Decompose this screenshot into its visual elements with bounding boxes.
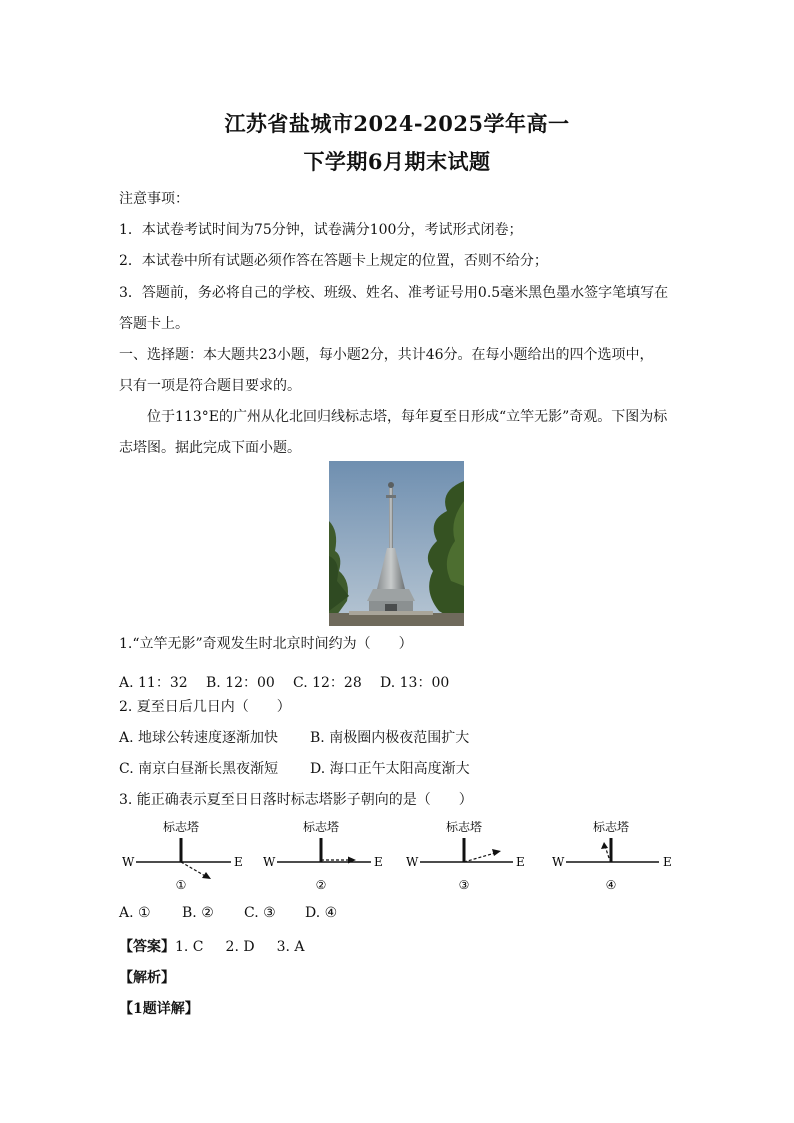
q2-option-a: A. 地球公转速度逐渐加快	[119, 730, 279, 746]
page-title-line2: 下学期6月期末试题	[303, 149, 491, 174]
answer-2: 2. D	[225, 939, 255, 955]
notice-item-2: 2．本试卷中所有试题必须作答在答题卡上规定的位置，否则不给分；	[119, 253, 548, 269]
q1-option-b: B. 12：00	[206, 675, 275, 691]
q1-stem: 1.“立竿无影”奇观发生时北京时间约为（ ）	[119, 636, 413, 652]
analysis-heading: 【解析】	[119, 970, 175, 986]
q1-option-a: A. 11：32	[119, 675, 188, 691]
diagram-number: ②	[315, 878, 327, 892]
q3-option-b: B. ②	[182, 905, 214, 921]
answer-3: 3. A	[276, 939, 305, 955]
east-label: E	[234, 855, 243, 869]
shadow-diagram-2	[260, 818, 390, 894]
tower-label: 标志塔	[592, 820, 630, 834]
q3-option-c: C. ③	[244, 905, 276, 921]
intro-paragraph-a: 位于113°E的广州从化北回归线标志塔，每年夏至日形成“立竿无影”奇观。下图为标	[147, 409, 668, 425]
page-title-line1: 江苏省盐城市2024-2025学年高一	[224, 111, 570, 136]
detail-1-heading: 【1题详解】	[119, 1001, 199, 1017]
q1-option-c: C. 12：28	[293, 675, 362, 691]
q3-option-a: A. ①	[119, 905, 151, 921]
section-heading-b: 只有一项是符合题目要求的。	[119, 378, 301, 394]
east-label: E	[516, 855, 525, 869]
q2-option-b: B. 南极圈内极夜范围扩大	[310, 730, 470, 746]
notice-heading: 注意事项：	[119, 191, 189, 207]
shadow-diagram-4	[549, 818, 679, 894]
west-label: W	[122, 855, 135, 869]
answer-label: 【答案】	[119, 939, 175, 955]
section-heading-a: 一、选择题：本大题共23小题，每小题2分，共计46分。在每小题给出的四个选项中，	[119, 347, 654, 363]
notice-item-1: 1．本试卷考试时间为75分钟，试卷满分100分，考试形式闭卷；	[119, 222, 523, 238]
q1-option-d: D. 13：00	[380, 675, 450, 691]
shadow-diagram-1	[119, 818, 249, 894]
west-label: W	[263, 855, 276, 869]
q2-option-d: D. 海口正午太阳高度渐大	[310, 761, 470, 777]
notice-item-3b: 答题卡上。	[119, 316, 189, 332]
notice-item-3a: 3．答题前，务必将自己的学校、班级、姓名、准考证号用0.5毫米黑色墨水签字笔填写在	[119, 285, 669, 301]
tower-label: 标志塔	[445, 820, 483, 834]
tower-label: 标志塔	[162, 820, 200, 834]
intro-paragraph-b: 志塔图。据此完成下面小题。	[119, 440, 301, 456]
east-label: E	[663, 855, 672, 869]
q2-stem: 2. 夏至日后几日内（ ）	[119, 699, 291, 715]
answer-1: 1. C	[175, 939, 204, 955]
east-label: E	[374, 855, 383, 869]
tower-label: 标志塔	[302, 820, 340, 834]
diagram-number: ④	[605, 878, 617, 892]
q3-option-d: D. ④	[305, 905, 338, 921]
diagram-number: ③	[458, 878, 470, 892]
answer-line	[119, 936, 305, 956]
west-label: W	[552, 855, 565, 869]
tower-photo	[329, 461, 464, 626]
west-label: W	[406, 855, 419, 869]
q3-stem: 3. 能正确表示夏至日日落时标志塔影子朝向的是（ ）	[119, 792, 473, 808]
shadow-diagram-3	[403, 818, 533, 894]
q2-option-c: C. 南京白昼渐长黑夜渐短	[119, 761, 279, 777]
diagram-number: ①	[175, 878, 187, 892]
